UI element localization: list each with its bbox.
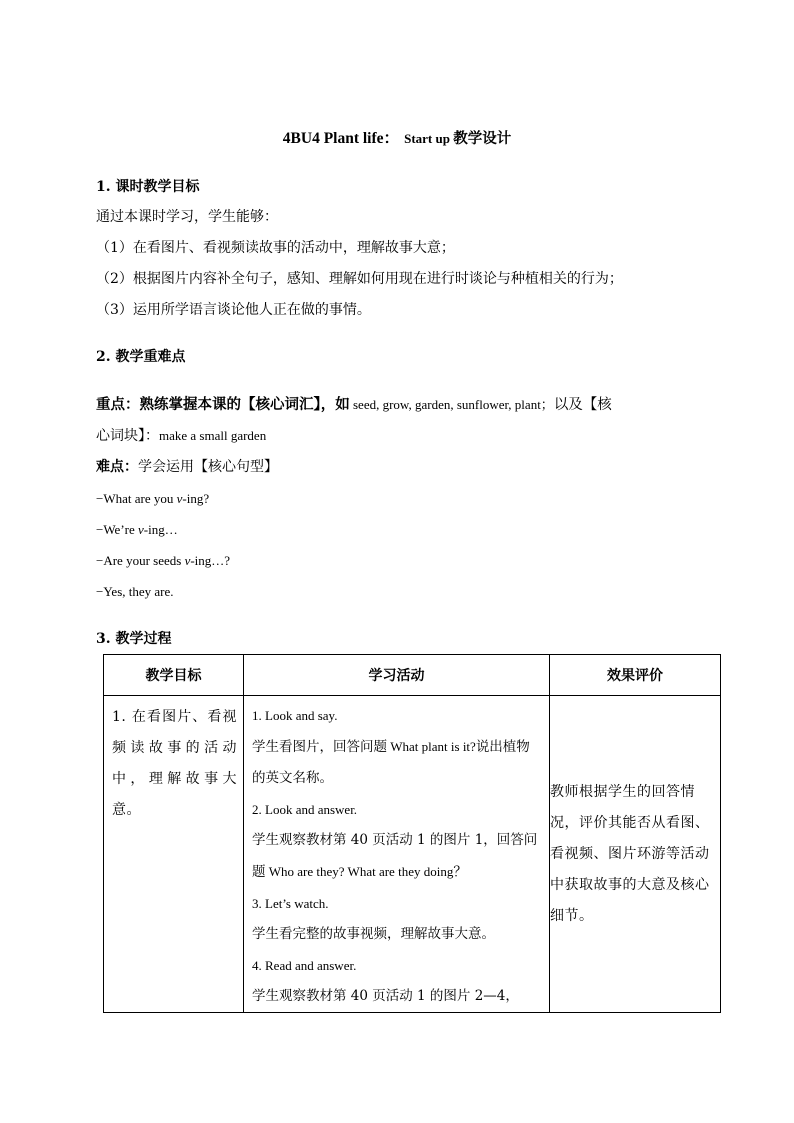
pattern-suffix: -ing…?	[190, 553, 231, 568]
title-cn: 教学设计	[453, 130, 512, 147]
key-points-line1	[96, 396, 612, 414]
activity-2-question: Who are they? What are they doing	[265, 864, 454, 879]
goal-cell	[104, 696, 244, 1013]
sentence-pattern-3	[96, 552, 230, 570]
section1-intro: 通过本课时学习，学生能够：	[96, 209, 278, 225]
activity-cell	[244, 696, 550, 1013]
activity-1-text	[252, 731, 543, 794]
pattern-text: −Are your seeds	[96, 553, 185, 568]
title-sub: Start up	[404, 131, 454, 146]
activity-1-question: What plant is it?	[387, 739, 476, 754]
activity-2-text	[252, 825, 543, 888]
goal-text: 1. 在看图片、看视频读故事的活动中，理解故事大意。	[112, 709, 237, 818]
section2-heading: 2. 教学重难点	[96, 349, 186, 365]
objective-item-3: （3）运用所学语言谈论他人正在做的事情。	[96, 302, 371, 318]
pattern-suffix: -ing?	[182, 491, 210, 506]
pattern-suffix: -ing…	[143, 522, 178, 537]
sentence-pattern-1	[96, 490, 209, 508]
activity-list	[244, 696, 549, 1012]
section3-heading: 3. 教学过程	[96, 631, 172, 647]
pattern-text: −What are you	[96, 491, 177, 506]
activity-3-title: 3. Let’s watch.	[252, 896, 329, 911]
pattern-verb: v	[138, 522, 144, 537]
activity-1-cn2: 说出植物的英文名称。	[252, 739, 530, 786]
objective-item-1: （1）在看图片、看视频读故事的活动中，理解故事大意；	[96, 240, 455, 256]
objective-item-2: （2）根据图片内容补全句子，感知、理解如何用现在进行时谈论与种植相关的行为；	[96, 271, 623, 287]
table-row	[104, 696, 721, 1013]
key-points-line2	[96, 427, 266, 445]
teaching-process-table	[103, 654, 721, 1013]
sentence-pattern-2	[96, 521, 178, 539]
difficulty-line	[96, 458, 278, 476]
key-points-tail: 以及【核	[553, 397, 612, 413]
activity-1-title: 1. Look and say.	[252, 708, 338, 723]
document-title	[0, 126, 794, 148]
header-activity: 学习活动	[244, 655, 550, 696]
key-points-label: 重点：熟练掌握本课的【核心词汇】，如	[96, 396, 350, 413]
pattern-verb: v	[176, 491, 183, 506]
section1-heading: 1. 课时教学目标	[96, 179, 200, 195]
key-chunks: make a small garden	[159, 428, 267, 443]
key-chunks-label: 心词块】：	[96, 428, 159, 444]
pattern-verb: v	[184, 553, 191, 568]
activity-2-title: 2. Look and answer.	[252, 802, 358, 817]
header-evaluation: 效果评价	[550, 655, 721, 696]
pattern-text: −We’re	[96, 522, 139, 537]
activity-4-text: 学生观察教材第 40 页活动 1 的图片 2—4，	[252, 988, 519, 1004]
activity-3-text: 学生看完整的故事视频，理解故事大意。	[252, 926, 495, 942]
difficulty-label: 难点：	[96, 459, 138, 475]
activity-2-qmark: ？	[453, 864, 467, 880]
activity-1-cn: 学生看图片，回答问题	[252, 739, 387, 755]
activity-2-cn: 学生观察教材第 40 页活动 1 的图片 1，回答问题	[252, 832, 538, 880]
title-code: 4BU4 Plant life：	[282, 130, 400, 147]
header-goal: 教学目标	[104, 655, 244, 696]
key-words: seed, grow, garden, sunflower, plant；	[349, 397, 554, 412]
sentence-pattern-4	[96, 583, 174, 601]
table-header-row	[104, 655, 721, 696]
activity-4-title: 4. Read and answer.	[252, 958, 357, 973]
evaluation-cell: 教师根据学生的回答情况，评价其能否从看图、看视频、图片环游等活动中获取故事的大意及核心细节。	[550, 696, 721, 1013]
difficulty-text: 学会运用【核心句型】	[138, 459, 278, 475]
pattern-text: −Yes, they are.	[96, 584, 174, 599]
